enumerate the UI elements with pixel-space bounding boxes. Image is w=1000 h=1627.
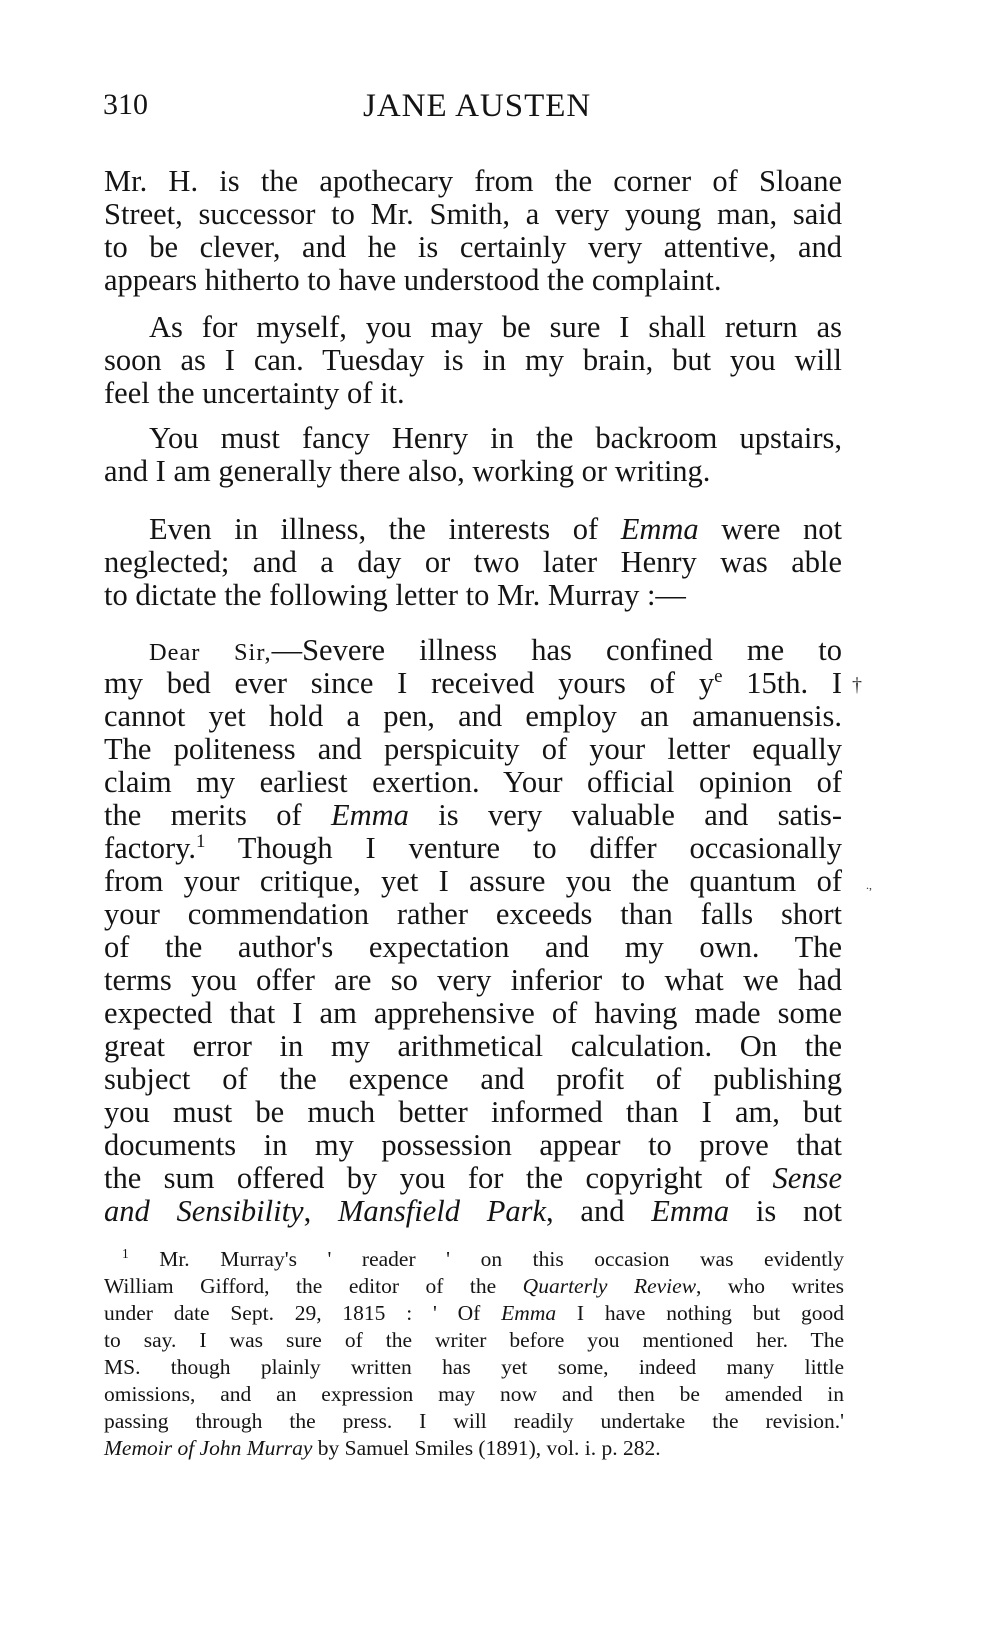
text-line: terms you offer are so very inferior to what we had — [104, 963, 842, 997]
footnote-ref: 1 — [196, 830, 206, 852]
text-line: claim my earliest exertion. Your official opinion of — [104, 765, 842, 799]
text-line: the sum offered by you for the copyright of Sense — [104, 1161, 842, 1195]
text-line: Street, successor to Mr. Smith, a very young man, said — [104, 197, 842, 231]
henry-paragraph — [104, 422, 842, 488]
text-line: my bed ever since I received yours of $y^e$ 15th. I — [104, 665, 842, 700]
footnote-line: to say. I was sure of the writer before you mentioned her. The — [104, 1328, 844, 1352]
letter-continuation-paragraph — [104, 165, 842, 297]
text-line: and Sensibility, Mansfield Park, and Emma is not — [104, 1194, 842, 1228]
footnote-line: Memoir of John Murray by Samuel Smiles (1891), vol. i. p. 282. — [104, 1436, 661, 1460]
footnote-line: MS. though plainly written has yet some, indeed many little — [104, 1355, 844, 1379]
salutation: Dear Sir, — [149, 639, 272, 666]
text-line: Dear Sir,—Severe illness has confined me to — [149, 633, 842, 667]
margin-mark: † — [852, 674, 862, 696]
text-line: to be clever, and he is certainly very attentive, and — [104, 230, 842, 264]
footnote-marker: 1 — [122, 1245, 129, 1261]
page-header — [103, 88, 843, 138]
footnote-line: under date Sept. 29, 1815 : ' Of Emma I have nothing but good — [104, 1301, 844, 1325]
text-line: soon as I can. Tuesday is in my brain, but you will — [104, 343, 842, 377]
text-line: from your critique, yet I assure you the quantum of — [104, 864, 842, 898]
text-line: feel the uncertainty of it. — [104, 376, 405, 410]
footnote-line: William Gifford, the editor of the Quarterly Review, who writes — [104, 1274, 844, 1298]
text-line: You must fancy Henry in the backroom upstairs, — [149, 421, 842, 455]
text-line: neglected; and a day or two later Henry was able — [104, 545, 842, 579]
page-number: 310 — [103, 88, 148, 121]
text-line: great error in my arithmetical calculation. On the — [104, 1029, 842, 1063]
text-line: your commendation rather exceeds than falls short — [104, 897, 842, 931]
margin-mark: ., — [866, 878, 872, 892]
text-line: of the author's expectation and my own. The — [104, 930, 842, 964]
narrative-paragraph — [104, 513, 842, 612]
text-line: the merits of Emma is very valuable and satis- — [104, 798, 843, 832]
text-line: Mr. H. is the apothecary from the corner of Sloane — [104, 164, 842, 198]
text-line: As for myself, you may be sure I shall return as — [149, 310, 842, 344]
murray-letter — [104, 634, 842, 1228]
text-line: The politeness and perspicuity of your letter equally — [104, 732, 842, 766]
text-line: factory.$^1$ Though I venture to differ occasionally — [104, 830, 842, 865]
footnote-line: $^1$ Mr. Murray's ' reader ' on this occasion was evidently — [122, 1245, 844, 1271]
text-line: to dictate the following letter to Mr. Murray :— — [104, 578, 686, 612]
myself-paragraph — [104, 311, 842, 410]
text-line: subject of the expence and profit of publishing — [104, 1062, 842, 1096]
text-line: and I am generally there also, working or writing. — [104, 454, 711, 488]
text-line: appears hitherto to have understood the complaint. — [104, 263, 722, 297]
footnote-line: omissions, and an expression may now and then be amended in — [104, 1382, 844, 1406]
text-line: Even in illness, the interests of Emma were not — [149, 512, 842, 546]
footnote-line: passing through the press. I will readily undertake the revision.' — [104, 1409, 844, 1433]
footnote — [104, 1246, 844, 1462]
text-line: cannot yet hold a pen, and employ an amanuensis. — [104, 699, 842, 733]
text-line: expected that I am apprehensive of having made some — [104, 996, 842, 1030]
running-title: JANE AUSTEN — [363, 88, 592, 124]
text-line: documents in my possession appear to prove that — [104, 1128, 842, 1162]
text-line: you must be much better informed than I am, but — [104, 1095, 842, 1129]
